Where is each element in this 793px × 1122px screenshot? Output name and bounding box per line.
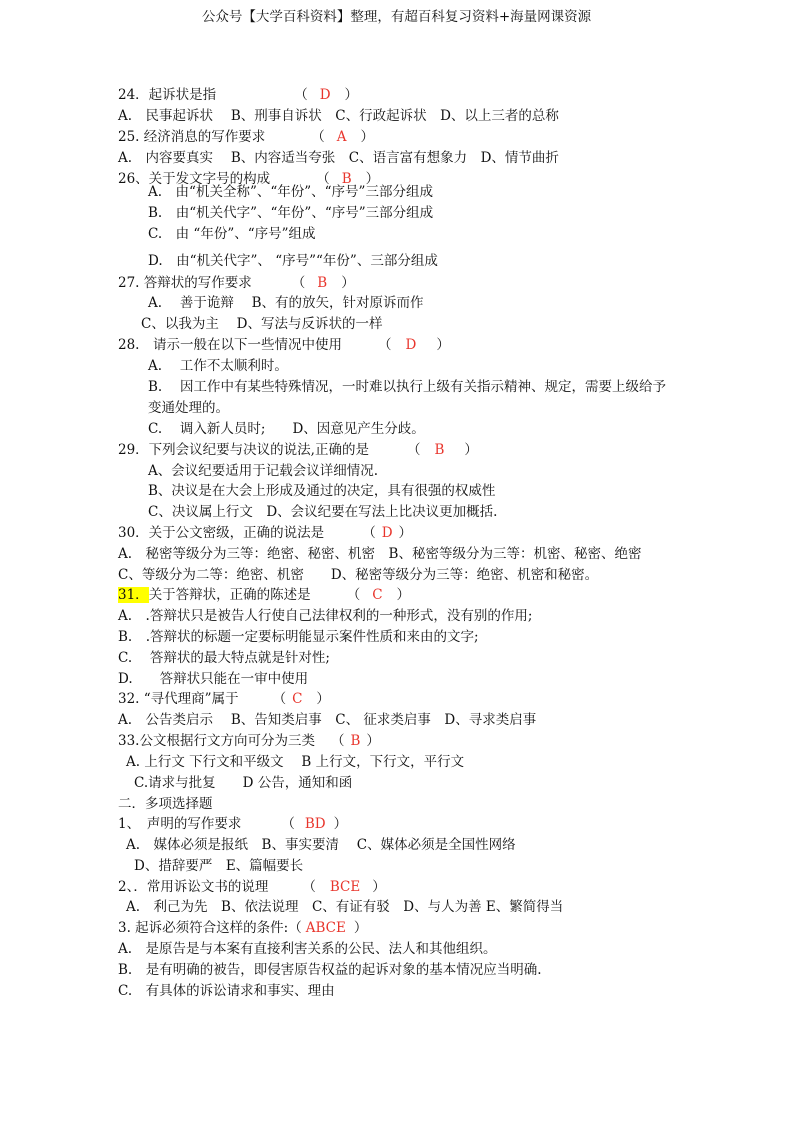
line-text: A、会议纪要适用于记载会议详细情况. xyxy=(148,463,379,479)
answer-text: B xyxy=(350,733,361,749)
line-text: ） xyxy=(398,525,413,541)
line-text: A. 媒体必须是报纸 B、事实要清 C、媒体必须是全国性网络 xyxy=(126,837,516,853)
question-33 xyxy=(118,732,380,750)
question-24 xyxy=(118,86,358,104)
line-text: ） xyxy=(396,587,411,603)
question-33-options-ab xyxy=(126,753,464,771)
line-text: ） xyxy=(365,171,380,187)
question-28 xyxy=(118,336,450,354)
question-31-option-b xyxy=(118,628,479,646)
line-text: （ xyxy=(377,337,392,353)
question-24-options xyxy=(118,107,559,125)
line-text: C、等级分为二等：绝密、机密 D、秘密等级分为三等：绝密、机密和秘密。 xyxy=(118,567,599,583)
question-26-option-d xyxy=(148,252,438,270)
line-text: （ xyxy=(316,171,330,187)
question-31-option-d xyxy=(118,670,308,688)
question-26-option-c xyxy=(148,225,316,243)
multi-question-1-options-abc xyxy=(126,836,516,854)
highlighted-number: 31． xyxy=(118,587,149,603)
question-29-option-a xyxy=(148,462,378,480)
line-text: A. 利己为先 B、依法说理 C、有证有驳 D、与人为善 E、繁简得当 xyxy=(126,899,564,915)
line-text: 29．下列会议纪要与决议的说法,正确的是 xyxy=(118,442,369,458)
answer-text: C xyxy=(292,691,303,707)
line-text: A. 是原告是与本案有直接利害关系的公民、法人和其他组织。 xyxy=(118,941,497,957)
multi-question-3 xyxy=(118,919,367,937)
question-31-option-a xyxy=(118,607,532,625)
question-30 xyxy=(118,524,412,542)
line-text: B. .答辩状的标题一定要标明能显示案件性质和来由的文字; xyxy=(118,629,479,645)
question-31 xyxy=(118,586,410,604)
line-text: ） xyxy=(344,87,359,103)
multi-question-3-option-c xyxy=(118,982,335,1000)
question-32 xyxy=(118,690,330,708)
question-31-option-c xyxy=(118,649,330,667)
line-text: ） xyxy=(353,920,368,936)
answer-text: D xyxy=(319,87,331,103)
line-text: 二．多项选择题 xyxy=(118,796,213,812)
question-27-options-cd xyxy=(141,315,382,333)
line-text: C. 调入新人员时; D、因意见产生分歧。 xyxy=(148,421,425,437)
line-text: （ xyxy=(311,129,325,145)
line-text: ） xyxy=(366,733,380,749)
line-text: 24．起诉状是指 xyxy=(118,87,217,103)
line-text: B. 是有明确的被告，即侵害原告权益的起诉对象的基本情况应当明确. xyxy=(118,962,542,978)
question-29-option-b xyxy=(148,482,495,500)
line-text: （ xyxy=(281,816,295,832)
line-text: A. .答辩状只是被告人行使自己法律权利的一种形式，没有别的作用; xyxy=(118,608,533,624)
multi-question-2 xyxy=(118,878,386,896)
line-text: A. 善于诡辩 B、有的放矢，针对原诉而作 xyxy=(148,295,424,311)
line-text: 25. 经济消息的写作要求 xyxy=(118,129,266,145)
question-30-options-ab xyxy=(118,545,641,563)
answer-text: D xyxy=(381,525,393,541)
multi-question-3-option-a xyxy=(118,940,497,958)
question-29-options-cd xyxy=(148,503,497,521)
question-26-option-a xyxy=(148,183,433,201)
multi-question-1 xyxy=(118,815,347,833)
line-text: D、措辞要严 E、篇幅要长 xyxy=(134,858,304,874)
line-text: 变通处理的。 xyxy=(148,400,229,416)
line-text: （ xyxy=(330,733,345,749)
line-text: 32. “寻代理商”属于 xyxy=(118,691,239,707)
multi-question-2-options xyxy=(126,898,563,916)
line-text: D. 由“机关代字”、 “序号”“年份”、三部分组成 xyxy=(148,253,438,269)
line-text: A. 公告类启示 B、告知类启事 C、 征求类启事 D、寻求类启事 xyxy=(118,712,537,728)
answer-text: BD xyxy=(304,816,326,832)
line-text: （ xyxy=(294,87,308,103)
line-text: C. 有具体的诉讼请求和事实、理由 xyxy=(118,983,335,999)
line-text: 关于答辩状，正确的陈述是 xyxy=(148,587,311,603)
question-33-options-cd xyxy=(134,774,352,792)
line-text: （ xyxy=(406,442,421,458)
question-30-options-cd xyxy=(118,566,598,584)
question-27 xyxy=(118,274,355,292)
question-25 xyxy=(118,128,374,146)
question-32-options xyxy=(118,711,536,729)
answer-text: B xyxy=(434,442,445,458)
section-heading-multiple-choice xyxy=(118,795,213,813)
question-29 xyxy=(118,441,478,459)
answer-text: C xyxy=(372,587,383,603)
line-text: 2、．常用诉讼文书的说理 xyxy=(118,879,269,895)
question-28-options-cd xyxy=(148,420,425,438)
line-text: C. 答辩状的最大特点就是针对性; xyxy=(118,650,330,666)
line-text: A. 上行文 下行文和平级文 B 上行文，下行文，平行文 xyxy=(126,754,465,770)
line-text: B、决议是在大会上形成及通过的决定，具有很强的权威性 xyxy=(148,483,496,499)
line-text: ） xyxy=(333,816,348,832)
line-text: ） xyxy=(316,691,330,707)
line-text: ） xyxy=(436,337,450,353)
line-text: A. 内容要真实 B、内容适当夸张 C、语言富有想象力 D、情节曲折 xyxy=(118,150,559,166)
line-text: B. 因工作中有某些特殊情况，一时难以执行上级有关指示精神、规定，需要上级给予 xyxy=(148,379,667,395)
question-28-option-b-cont xyxy=(148,399,229,417)
line-text: ） xyxy=(372,879,386,895)
question-26-option-b xyxy=(148,204,433,222)
line-text: 33.公文根据行文方向可分为三类 xyxy=(118,733,315,749)
line-text: 1、 声明的写作要求 xyxy=(118,816,242,832)
line-text: D. 答辩状只能在一审中使用 xyxy=(118,671,309,687)
answer-text: A xyxy=(336,129,347,145)
answer-text: B xyxy=(317,275,328,291)
answer-text: BCE xyxy=(329,879,361,895)
line-text: 28. 请示一般在以下一些情况中使用 xyxy=(118,337,342,353)
question-28-option-a xyxy=(148,357,288,375)
line-text: A. 秘密等级分为三等：绝密、秘密、机密 B、秘密等级分为三等：机密、秘密、绝密 xyxy=(118,546,642,562)
answer-text: D xyxy=(405,337,417,353)
page-header: 公众号【大学百科资料】整理，有超百科复习资料+海量网课资源 xyxy=(201,9,592,25)
line-text: 3. 起诉必须符合这样的条件:（ xyxy=(118,920,302,936)
multi-question-3-option-b xyxy=(118,961,542,979)
line-text: （ xyxy=(272,691,287,707)
question-25-options xyxy=(118,149,559,167)
question-28-option-b xyxy=(148,378,666,396)
line-text: B. 由“机关代字”、“年份”、“序号”三部分组成 xyxy=(148,205,434,221)
line-text: C.请求与批复 D 公告，通知和函 xyxy=(134,775,353,791)
line-text: （ xyxy=(346,587,361,603)
line-text: ） xyxy=(341,275,355,291)
line-text: A. 民事起诉状 B、刑事自诉状 C、行政起诉状 D、以上三者的总称 xyxy=(118,108,559,124)
question-27-options-ab xyxy=(148,294,424,312)
line-text: （ xyxy=(302,879,316,895)
line-text: ） xyxy=(464,442,478,458)
line-text: C. 由 “年份”、“序号”组成 xyxy=(148,226,316,242)
answer-text: ABCE xyxy=(305,920,346,936)
line-text: （ xyxy=(291,275,306,291)
line-text: A. 由“机关全称”、“年份”、“序号”三部分组成 xyxy=(148,184,433,200)
answer-text: B xyxy=(341,171,352,187)
line-text: C、以我为主 D、写法与反诉状的一样 xyxy=(141,316,383,332)
line-text: ） xyxy=(360,129,375,145)
line-text: A. 工作不太顺利时。 xyxy=(148,358,288,374)
line-text: 30．关于公文密级，正确的说法是 xyxy=(118,525,325,541)
line-text: 26、关于发文字号的构成 xyxy=(118,171,271,187)
multi-question-1-options-de xyxy=(134,857,303,875)
line-text: （ xyxy=(362,525,376,541)
line-text: 27. 答辩状的写作要求 xyxy=(118,275,252,291)
line-text: C、决议属上行文 D、会议纪要在写法上比决议更加概括. xyxy=(148,504,498,520)
